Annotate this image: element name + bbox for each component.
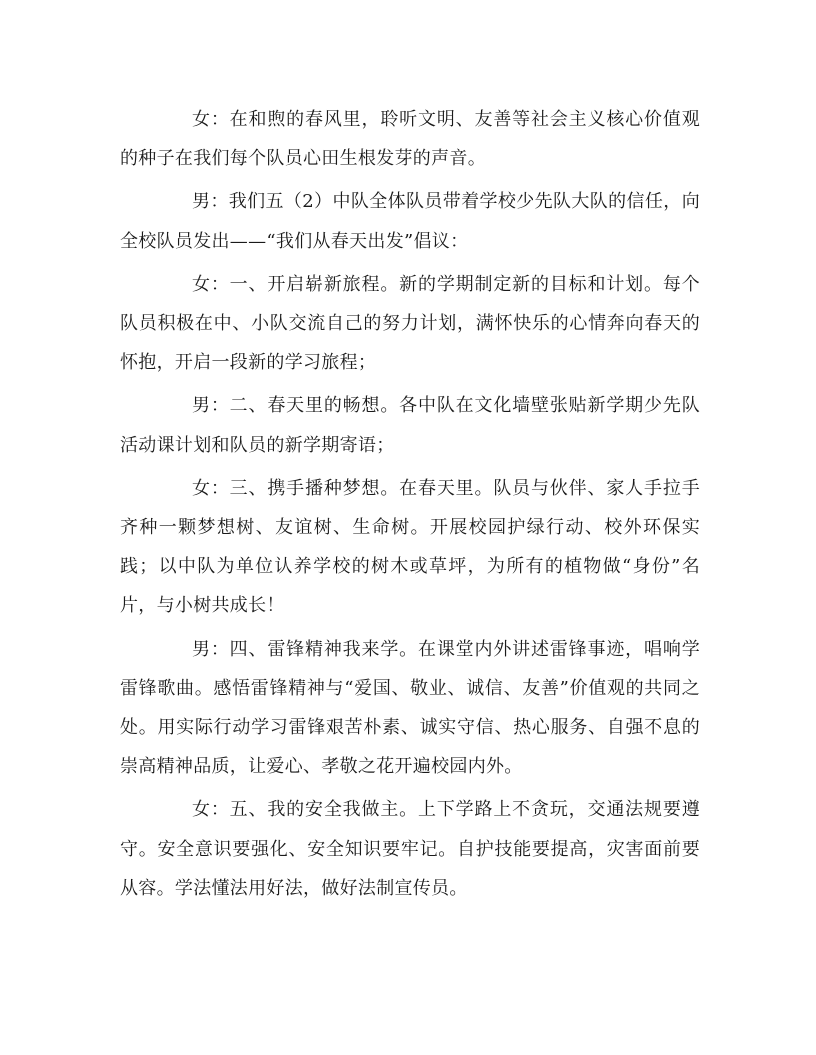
paragraph-7: 女：五、我的安全我做主。上下学路上不贪玩，交通法规要遵守。安全意识要强化、安全知识要牢记。自护技能要提高，灾害面前要从容。学法懂法用好法，做好法制宣传员。 xyxy=(120,799,700,899)
paragraph-1: 女：在和煦的春风里，聆听文明、友善等社会主义核心价值观的种子在我们每个队员心田生根发芽的声音。 xyxy=(120,109,700,170)
paragraph-6: 男：四、雷锋精神我来学。在课堂内外讲述雷锋事迹，唱响学雷锋歌曲。感悟雷锋精神与“爱国、敬业、诚信、友善”价值观的共同之处。用实际行动学习雷锋艰苦朴素、诚实守信、热心服务、自强不息的崇高精神品质，让爱心、孝敬之花开遍校园内外。 xyxy=(120,638,700,778)
paragraph-3: 女：一、开启崭新旅程。新的学期制定新的目标和计划。每个队员积极在中、小队交流自己的努力计划，满怀快乐的心情奔向春天的怀抱，开启一段新的学习旅程； xyxy=(120,273,700,374)
document-body xyxy=(120,100,700,912)
paragraph-5: 女：三、携手播种梦想。在春天里。队员与伙伴、家人手拉手齐种一颗梦想树、友谊树、生命树。开展校园护绿行动、校外环保实践；以中队为单位认养学校的树木或草坪，为所有的植物做“身份”名片，与小树共成长！ xyxy=(120,477,700,617)
paragraph-2: 男：我们五（2）中队全体队员带着学校少先队大队的信任，向全校队员发出——“我们从春天出发”倡议： xyxy=(120,191,700,252)
paragraph-4: 男：二、春天里的畅想。各中队在文化墙壁张贴新学期少先队活动课计划和队员的新学期寄语； xyxy=(120,395,700,456)
